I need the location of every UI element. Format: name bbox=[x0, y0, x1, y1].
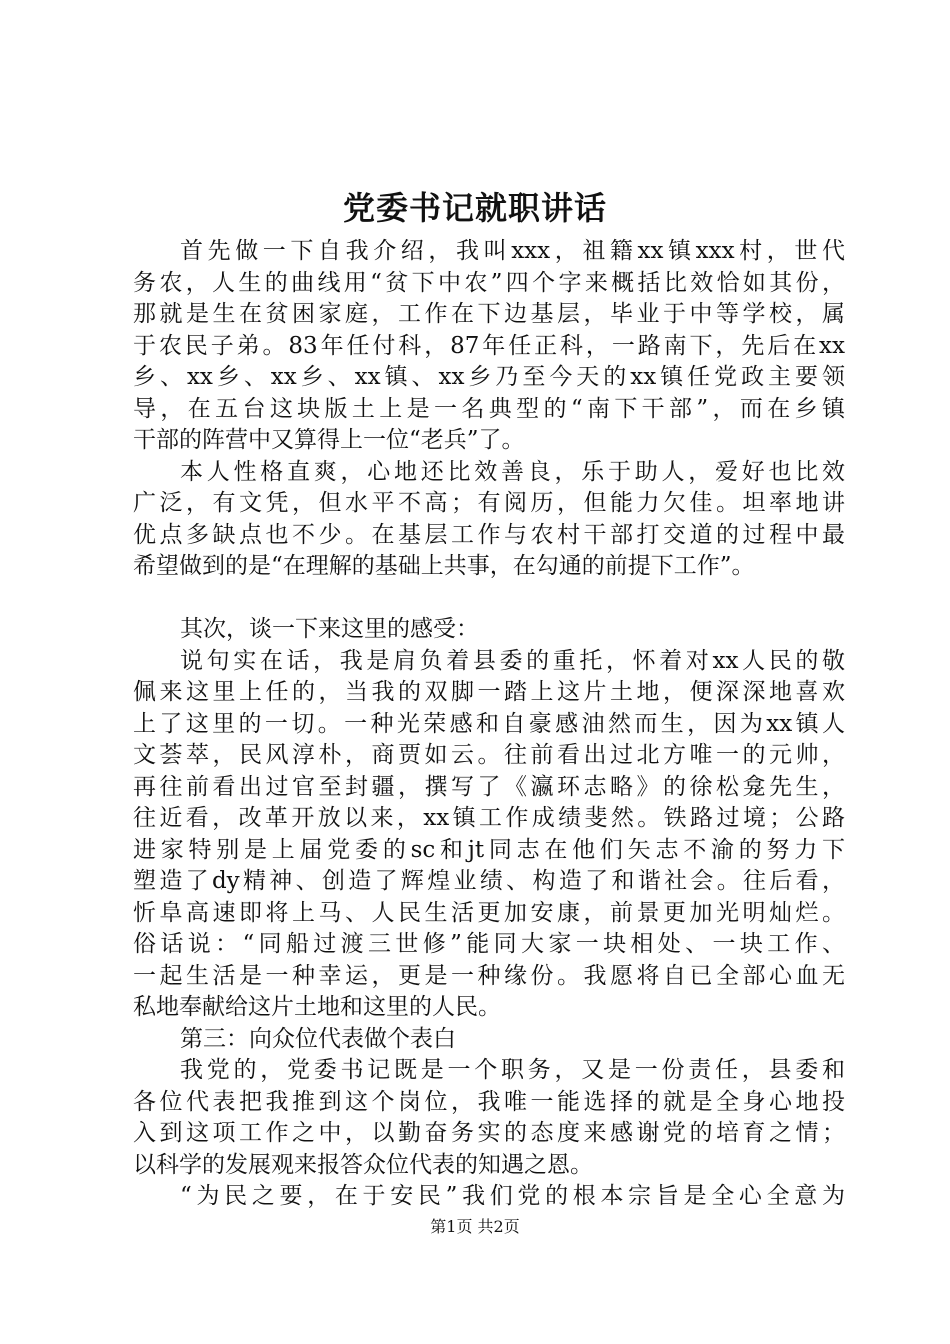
text-line: 文荟萃，民风淳朴，商贾如云。往前看出过北方唯一的元帅， bbox=[133, 742, 845, 768]
text-line: 忻阜高速即将上马、人民生活更加安康，前景更加光明灿烂。 bbox=[133, 899, 845, 926]
text-line: “为民之要，在于安民”我们党的根本宗旨是全心全意为 bbox=[180, 1183, 845, 1209]
text-line: 导，在五台这块版土上是一名典型的“南下干部”，而在乡镇 bbox=[133, 395, 845, 422]
text-line: 一起生活是一种幸运，更是一种缘份。我愿将自已全部心血无 bbox=[133, 962, 845, 989]
text-line: 说句实在话，我是肩负着县委的重托，怀着对xx人民的敬 bbox=[180, 647, 845, 674]
text-line: 乡、xx乡、xx乡、xx镇、xx乡乃至今天的xx镇任党政主要领 bbox=[133, 364, 845, 390]
text-line: 首先做一下自我介绍，我叫xxx，祖籍xx镇xxx村，世代 bbox=[180, 238, 845, 264]
text-line: 塑造了dy精神、创造了辉煌业绩、构造了和谐社会。往后看， bbox=[133, 868, 845, 894]
text-line: 干部的阵营中又算得上一位“老兵”了。 bbox=[133, 427, 525, 453]
text-line: 佩来这里上任的，当我的双脚一踏上这片土地，便深深地喜欢 bbox=[133, 679, 845, 705]
text-line: 上了这里的一切。一种光荣感和自豪感油然而生，因为xx镇人 bbox=[133, 710, 845, 737]
text-line: 各位代表把我推到这个岗位，我唯一能选择的就是全身心地投 bbox=[133, 1088, 845, 1115]
text-line: 第三：向众位代表做个表白 bbox=[180, 1025, 456, 1052]
text-line: 往近看，改革开放以来，xx镇工作成绩斐然。铁路过境；公路 bbox=[133, 805, 845, 831]
text-line: 进家特别是上届党委的sc和jt同志在他们矢志不渝的努力下 bbox=[133, 836, 845, 863]
text-line: 俗话说：“同船过渡三世修”能同大家一块相处、一块工作、 bbox=[133, 931, 845, 957]
text-line: 广泛，有文凭，但水平不高；有阅历，但能力欠佳。坦率地讲 bbox=[133, 490, 845, 516]
text-line: 希望做到的是“在理解的基础上共事，在勾通的前提下工作”。 bbox=[133, 553, 755, 579]
text-line: 入到这项工作之中，以勤奋务实的态度来感谢党的培育之情； bbox=[133, 1120, 845, 1146]
document-title: 党委书记就职讲话 bbox=[342, 189, 607, 227]
page-footer: 第1页 共2页 bbox=[430, 1217, 520, 1236]
text-line: 那就是生在贫困家庭，工作在下边基层，毕业于中等学校，属 bbox=[133, 301, 845, 327]
document-body bbox=[133, 236, 845, 1213]
text-line: 私地奉献给这片土地和这里的人民。 bbox=[133, 994, 501, 1020]
text-line: 再往前看出过官至封疆，撰写了《瀛环志略》的徐松龛先生， bbox=[133, 773, 845, 800]
text-line: 其次，谈一下来这里的感受： bbox=[180, 616, 479, 642]
blank-line bbox=[133, 583, 845, 615]
text-line: 优点多缺点也不少。在基层工作与农村干部打交道的过程中最 bbox=[133, 521, 845, 548]
text-line: 我党的，党委书记既是一个职务，又是一份责任，县委和 bbox=[180, 1057, 845, 1083]
text-line: 务农，人生的曲线用“贫下中农”四个字来概括比效恰如其份， bbox=[133, 269, 845, 296]
text-line: 以科学的发展观来报答众位代表的知遇之恩。 bbox=[133, 1151, 593, 1178]
text-line: 于农民子弟。83年任付科，87年任正科，一路南下，先后在xx bbox=[133, 332, 845, 359]
text-line: 本人性格直爽，心地还比效善良，乐于助人，爱好也比效 bbox=[180, 458, 845, 485]
